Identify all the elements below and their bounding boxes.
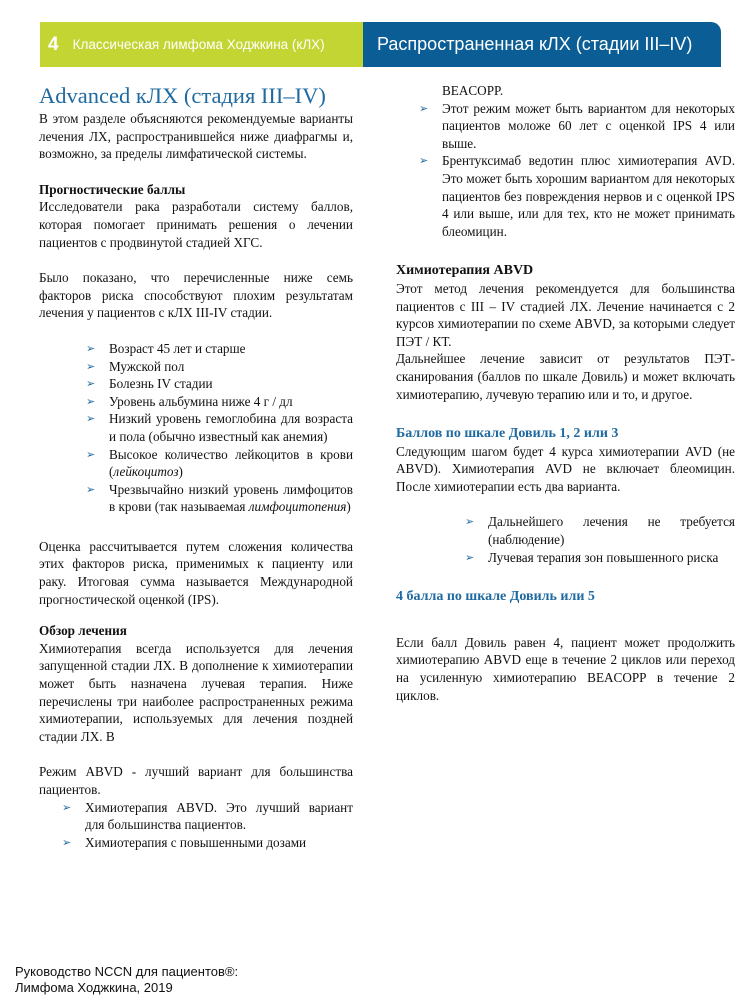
deauville-45-heading: 4 балла по шкале Довиль или 5 (396, 589, 595, 605)
list-item: ➢ Химиотерапия ABVD. Это лучший вариант для большинства пациентов. (62, 799, 353, 833)
arrow-bullet-icon: ➢ (86, 377, 96, 391)
arrow-bullet-icon: ➢ (86, 394, 96, 408)
page-footer (15, 964, 238, 996)
regimen-list (62, 799, 353, 852)
regimen-paragraph: Режим ABVD - лучший вариант для большинства пациентов. (39, 764, 353, 797)
list-item: ➢ Возраст 45 лет и старше (86, 340, 246, 356)
overview-heading: Обзор лечения (39, 623, 127, 639)
score-paragraph: Оценка рассчитывается путем сложения количества этих факторов риска, применимых к пациенту или раку. Итоговая сумма называется Международной прогностической оценкой (IPS). (39, 538, 353, 607)
list-item: ➢ Лучевая терапия зон повышенного риска (465, 549, 719, 565)
list-item: ➢ Химиотерапия с повышенными дозами (62, 834, 307, 850)
arrow-bullet-icon: ➢ (86, 482, 96, 496)
list-item: ➢ Болезнь IV стадии (86, 376, 213, 392)
footer-line-2: Лимфома Ходжкина, 2019 (15, 980, 173, 995)
arrow-bullet-icon: ➢ (465, 550, 475, 564)
arrow-bullet-icon: ➢ (86, 412, 96, 426)
list-item: ➢ Брентуксимаб ведотин плюс химиотерапия AVD. Это может быть хорошим вариантом для некоторых пациентов без повреждения нервов и с оценкой IPS 4 или выше, или для тех, кто не может принимать блеомицин. (419, 153, 735, 239)
abvd-paragraph-2: Дальнейшее лечение зависит от результатов ПЭТ-сканирования (баллов по шкале Довиль) и может включать химиотерапию, лучевую терапию или и то, и другое. (396, 351, 735, 402)
arrow-bullet-icon: ➢ (86, 359, 96, 373)
arrow-bullet-icon: ➢ (62, 835, 72, 849)
risk-factor-list (86, 340, 353, 516)
list-item: ➢ Этот режим может быть вариантом для некоторых пациентов моложе 60 лет с оценкой IPS 4 или выше. (419, 100, 735, 151)
arrow-bullet-icon: ➢ (86, 447, 96, 461)
arrow-bullet-icon: ➢ (62, 800, 72, 814)
list-item: ➢ Дальнейшего лечения не требуется (наблюдение) (465, 514, 735, 548)
abvd-heading: Химиотерапия ABVD (396, 263, 534, 279)
regimen-list-continued (419, 100, 735, 241)
prognostic-paragraph-2: Было показано, что перечисленные ниже семь факторов риска способствуют плохим результатам лечения у пациентов с кЛХ III-IV стадии. (39, 270, 353, 321)
page-header (40, 22, 721, 67)
list-item: ➢ Низкий уровень гемоглобина для возраста и пола (обычно известный как анемия) (86, 411, 353, 444)
deauville-45-paragraph: Если балл Довиль равен 4, пациент может продолжить химиотерапию ABVD еще в течение 2 циклов или переход на усиленную химиотерапию BEACOPP в течение 2 циклов. (396, 634, 735, 703)
footer-line-1: Руководство NCCN для пациентов®: (15, 964, 239, 979)
arrow-bullet-icon: ➢ (419, 154, 429, 168)
intro-paragraph: В этом разделе объясняются рекомендуемые варианты лечения ЛХ, распространившейся ниже диафрагмы и, возможно, за пределы лимфатической системы. (39, 111, 353, 162)
deauville-123-heading: Баллов по шкале Довиль 1, 2 или 3 (396, 426, 619, 442)
deauville-123-paragraph: Следующим шагом будет 4 курса химиотерапии AVD (не ABVD). Химиотерапия AVD не включает блеомицин. После химиотерапии есть два варианта. (396, 443, 735, 494)
right-column (396, 82, 735, 704)
section-banner (363, 22, 721, 67)
chapter-number: 4 (48, 33, 59, 55)
page-title: Advanced кЛХ (стадия III–IV) (39, 83, 326, 108)
deauville-123-options (465, 513, 735, 566)
left-column (39, 82, 353, 851)
overview-paragraph: Химиотерапия всегда используется для лечения запущенной стадии ЛХ. В дополнение к химиотерапии может быть назначена лучевая терапия. Ниже перечислены три наиболее распространенных режима химиотерапии, используемых для лечения поздней стадии ЛХ. В (39, 640, 353, 744)
beacopp-continuation: BEACOPP. (442, 83, 504, 98)
chapter-title: Классическая лимфома Ходжкина (кЛХ) (72, 37, 325, 52)
list-item: ➢ Уровень альбумина ниже 4 г / дл (86, 393, 293, 409)
chapter-banner (40, 22, 363, 67)
list-item: ➢ Высокое количество лейкоцитов в крови (лейкоцитоз) (86, 446, 353, 480)
prognostic-paragraph-1: Исследователи рака разработали систему баллов, которая помогает принимать решения о лечении пациентов с продвинутой стадией ХГС. (39, 199, 353, 250)
arrow-bullet-icon: ➢ (465, 515, 475, 529)
abvd-paragraph-1: Этот метод лечения рекомендуется для большинства пациентов с III – IV стадией ЛХ. Лечение начинается с 2 курсов химиотерапии по схеме ABVD, за которыми следует ПЭТ / КТ. (396, 280, 735, 349)
prognostic-heading: Прогностические баллы (39, 181, 186, 197)
section-title: Распространенная кЛХ (стадии III–IV) (377, 34, 693, 54)
arrow-bullet-icon: ➢ (419, 101, 429, 115)
arrow-bullet-icon: ➢ (86, 341, 96, 355)
list-item: ➢ Чрезвычайно низкий уровень лимфоцитов в крови (так называемая лимфоцитопения) (86, 481, 353, 515)
list-item: ➢ Мужской пол (86, 358, 185, 374)
